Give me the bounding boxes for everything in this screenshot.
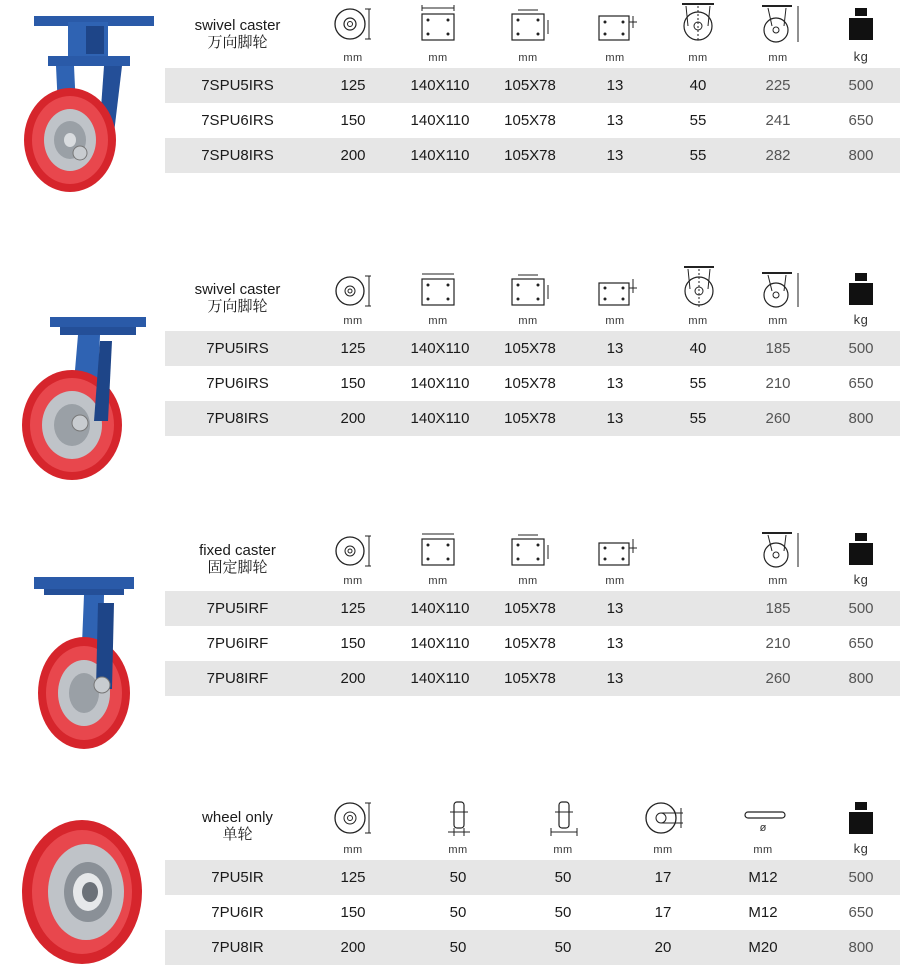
table-cell: 260 (765, 410, 791, 427)
unit-label: kg (853, 312, 869, 327)
table-row (165, 895, 900, 930)
bolt-hole-spacing-icon (508, 525, 552, 569)
table-row (165, 366, 900, 401)
weight-kg-icon (841, 265, 881, 309)
table-cell: 150 (340, 375, 366, 392)
table-cell: 13 (606, 375, 624, 392)
swivel-caster-7pu-photo (0, 303, 160, 503)
unit-label: mm (553, 844, 573, 856)
table-cell: 210 (765, 375, 791, 392)
table-cell: 200 (340, 147, 366, 164)
table-cell: 650 (848, 375, 874, 392)
model-cell: 7PU8IR (211, 939, 264, 956)
wheel-width-header (415, 792, 501, 860)
plate-size-header (395, 523, 481, 591)
swivel-offset-header (655, 263, 741, 331)
unit-label: mm (753, 844, 773, 856)
table-cell: 500 (848, 869, 874, 886)
model-cell: 7PU6IR (211, 904, 264, 921)
table-cell: 17 (654, 904, 672, 921)
hub-length-header (520, 792, 606, 860)
table-cell: 140X110 (410, 77, 470, 94)
model-cell: 7PU6IRS (206, 375, 269, 392)
caption-en: wheel only (202, 809, 273, 826)
caption-cn: 固定脚轮 (207, 559, 268, 576)
table-cell: 150 (340, 112, 366, 129)
table-cell: 260 (765, 670, 791, 687)
table-row (165, 68, 900, 103)
swivel-offset-icon (678, 2, 722, 46)
bolt-hole-spacing-header (485, 263, 571, 331)
table-cell: 105X78 (504, 670, 556, 687)
wheel-diameter-header (310, 0, 396, 68)
unit-label: mm (768, 575, 788, 587)
model-cell: 7SPU6IRS (201, 112, 274, 129)
swivel-caster-7spu-photo (0, 0, 160, 196)
table-cell: 140X110 (410, 600, 470, 617)
unit-label: mm (343, 52, 363, 64)
table-cell: 105X78 (504, 147, 556, 164)
unit-label: mm (518, 315, 538, 327)
section-caption (165, 542, 310, 576)
unit-label: mm (688, 52, 708, 64)
weight-kg-icon (841, 2, 881, 46)
table-cell: 125 (340, 600, 366, 617)
table-cell: 241 (765, 112, 791, 129)
table-cell: 150 (340, 904, 366, 921)
model-cell: 7PU8IRF (206, 670, 269, 687)
table-cell: 13 (606, 147, 624, 164)
wheel-only-7pu-photo (0, 792, 160, 970)
unit-label: mm (428, 575, 448, 587)
table-cell: 800 (848, 939, 874, 956)
table-cell: 500 (848, 600, 874, 617)
table-cell: 50 (449, 904, 467, 921)
wheel-diameter-icon (333, 2, 373, 46)
table-cell: 282 (765, 147, 791, 164)
bolt-hole-spacing-header (485, 0, 571, 68)
table-cell: 50 (449, 939, 467, 956)
table-cell: 105X78 (504, 77, 556, 94)
hub-length-icon (543, 794, 587, 838)
table-cell: 150 (340, 635, 366, 652)
overall-height-icon (758, 265, 802, 309)
model-cell: 7PU5IRF (206, 600, 269, 617)
unit-label: mm (688, 315, 708, 327)
fixed-caster-7pu-photo (0, 563, 160, 763)
unit-label: mm (605, 52, 625, 64)
plate-size-icon (418, 265, 458, 309)
model-cell: 7SPU5IRS (201, 77, 274, 94)
model-cell: 7PU8IRS (206, 410, 269, 427)
table-cell: 55 (689, 375, 707, 392)
load-capacity-header (818, 523, 900, 591)
table-cell: 105X78 (504, 112, 556, 129)
table-cell: 125 (340, 77, 366, 94)
table-cell: 125 (340, 340, 366, 357)
caption-en: fixed caster (199, 542, 276, 559)
table-cell: M12 (748, 904, 778, 921)
unit-label: kg (853, 572, 869, 587)
table-cell: 55 (689, 112, 707, 129)
wheel-diameter-icon (333, 265, 373, 309)
table-cell: 140X110 (410, 410, 470, 427)
table-cell: 55 (689, 147, 707, 164)
table-row (165, 860, 900, 895)
table-cell: M20 (748, 939, 778, 956)
weight-kg-icon (841, 525, 881, 569)
table-cell: 40 (689, 77, 707, 94)
model-cell: 7PU6IRF (206, 635, 269, 652)
wheel-diameter-icon (333, 794, 373, 838)
bolt-diameter-header (572, 523, 658, 591)
overall-height-icon (758, 525, 802, 569)
overall-height-header (735, 523, 821, 591)
unit-label: mm (768, 52, 788, 64)
table-cell: 140X110 (410, 147, 470, 164)
bolt-hole-spacing-header (485, 523, 571, 591)
table-cell: 55 (689, 410, 707, 427)
table-header-row (165, 523, 900, 591)
bore-diameter-icon (643, 794, 687, 838)
unit-label: mm (605, 575, 625, 587)
table-cell: 50 (554, 939, 572, 956)
bolt-diameter-header (572, 263, 658, 331)
bore-diameter-header (620, 792, 706, 860)
table-cell: 50 (449, 869, 467, 886)
unit-label: mm (428, 52, 448, 64)
table-cell: 13 (606, 600, 624, 617)
caption-cn: 单轮 (222, 826, 253, 843)
overall-height-header (735, 0, 821, 68)
table-cell: 200 (340, 410, 366, 427)
unit-label: mm (343, 315, 363, 327)
table-cell: 185 (765, 600, 791, 617)
table-cell: 650 (848, 635, 874, 652)
diameter-symbol: ø (759, 822, 767, 834)
table-cell: 140X110 (410, 112, 470, 129)
table-cell: M12 (748, 869, 778, 886)
table-cell: 50 (554, 869, 572, 886)
unit-label: mm (768, 315, 788, 327)
unit-label: mm (343, 575, 363, 587)
table-cell: 650 (848, 112, 874, 129)
model-cell: 7PU5IR (211, 869, 264, 886)
table-cell: 800 (848, 410, 874, 427)
table-row (165, 103, 900, 138)
table-row (165, 591, 900, 626)
swivel-offset-header (655, 0, 741, 68)
bolt-hole-diameter-icon (595, 525, 639, 569)
table-cell: 50 (554, 904, 572, 921)
unit-label: mm (518, 575, 538, 587)
table-row (165, 138, 900, 173)
wheel-diameter-header (310, 792, 396, 860)
wheel-diameter-header (310, 263, 396, 331)
caption-cn: 万向脚轮 (207, 298, 268, 315)
table-cell: 13 (606, 410, 624, 427)
table-header-row (165, 792, 900, 860)
unit-label: kg (853, 49, 869, 64)
table-cell: 500 (848, 77, 874, 94)
table-cell: 17 (654, 869, 672, 886)
table-row (165, 626, 900, 661)
plate-size-icon (418, 525, 458, 569)
load-capacity-header (818, 263, 900, 331)
table-cell: 200 (340, 670, 366, 687)
table-row (165, 331, 900, 366)
plate-size-icon (418, 2, 458, 46)
table-cell: 500 (848, 340, 874, 357)
table-cell: 105X78 (504, 600, 556, 617)
table-cell: 800 (848, 670, 874, 687)
axle-size-header (720, 792, 806, 860)
unit-label: mm (653, 844, 673, 856)
overall-height-icon (758, 2, 802, 46)
caption-en: swivel caster (194, 281, 281, 298)
table-cell: 105X78 (504, 375, 556, 392)
table-cell: 13 (606, 635, 624, 652)
wheel-diameter-icon (333, 525, 373, 569)
unit-label: mm (343, 844, 363, 856)
table-cell: 140X110 (410, 375, 470, 392)
load-capacity-header (818, 0, 900, 68)
unit-label: kg (853, 841, 869, 856)
table-cell: 125 (340, 869, 366, 886)
table-cell: 105X78 (504, 340, 556, 357)
bolt-diameter-header (572, 0, 658, 68)
section-caption (165, 17, 310, 51)
overall-height-header (735, 263, 821, 331)
load-capacity-header (818, 792, 900, 860)
table-cell: 13 (606, 340, 624, 357)
table-row (165, 401, 900, 436)
model-cell: 7PU5IRS (206, 340, 269, 357)
section-caption (165, 281, 310, 315)
section-caption (165, 809, 310, 843)
bolt-hole-spacing-icon (508, 2, 552, 46)
plate-size-header (395, 0, 481, 68)
table-cell: 40 (689, 340, 707, 357)
table-cell: 13 (606, 670, 624, 687)
plate-size-header (395, 263, 481, 331)
table-cell: 140X110 (410, 340, 470, 357)
table-cell: 140X110 (410, 635, 470, 652)
unit-label: mm (605, 315, 625, 327)
caption-en: swivel caster (194, 17, 281, 34)
table-cell: 13 (606, 77, 624, 94)
bolt-hole-spacing-icon (508, 265, 552, 309)
weight-kg-icon (841, 794, 881, 838)
swivel-offset-icon (678, 265, 722, 309)
wheel-diameter-header (310, 523, 396, 591)
wheel-width-icon (438, 794, 482, 838)
unit-label: mm (428, 315, 448, 327)
table-cell: 185 (765, 340, 791, 357)
model-cell: 7SPU8IRS (201, 147, 274, 164)
bolt-hole-diameter-icon (595, 2, 639, 46)
table-cell: 140X110 (410, 670, 470, 687)
table-cell: 13 (606, 112, 624, 129)
unit-label: mm (518, 52, 538, 64)
table-header-row (165, 263, 900, 331)
table-cell: 800 (848, 147, 874, 164)
table-cell: 225 (765, 77, 791, 94)
caption-cn: 万向脚轮 (207, 34, 268, 51)
table-cell: 20 (654, 939, 672, 956)
table-header-row (165, 0, 900, 68)
table-cell: 105X78 (504, 410, 556, 427)
table-cell: 105X78 (504, 635, 556, 652)
table-cell: 650 (848, 904, 874, 921)
unit-label: mm (448, 844, 468, 856)
table-cell: 210 (765, 635, 791, 652)
table-row (165, 661, 900, 696)
table-cell: 200 (340, 939, 366, 956)
bolt-hole-diameter-icon (595, 265, 639, 309)
table-row (165, 930, 900, 965)
